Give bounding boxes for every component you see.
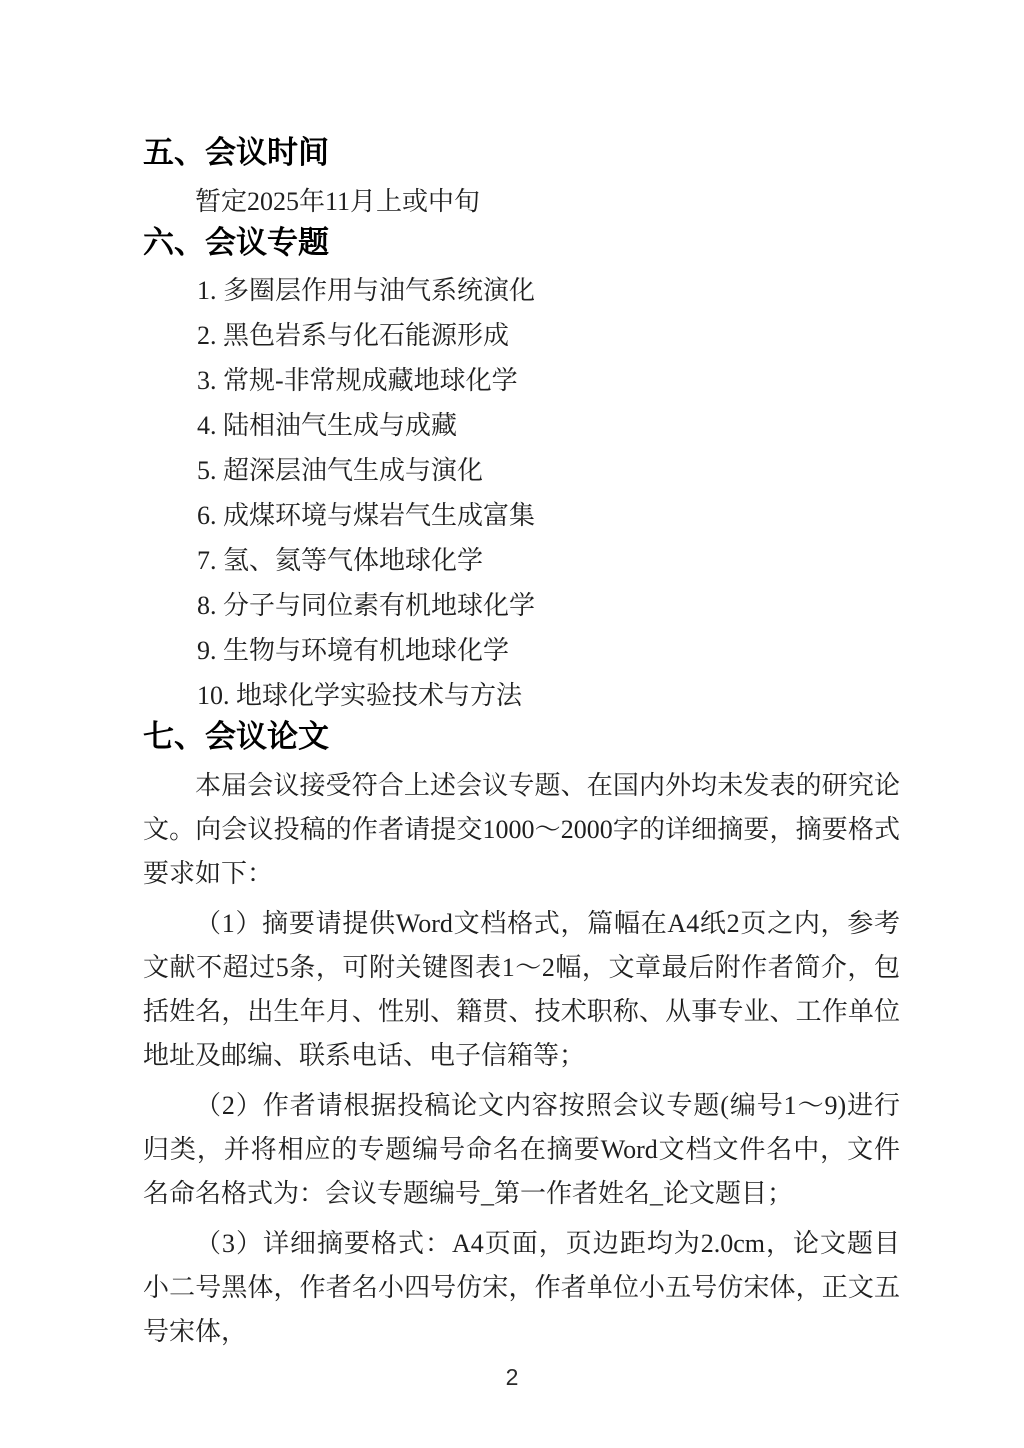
papers-requirement-3: （3）详细摘要格式：A4页面，页边距均为2.0cm，论文题目小二号黑体，作者名小四号仿宋，作者单位小五号仿宋体，正文五号宋体，	[143, 1229, 900, 1346]
section-meeting-papers	[143, 720, 900, 1354]
topic-item: 1. 多圈层作用与油气系统演化	[197, 276, 536, 305]
papers-intro-paragraph: 本届会议接受符合上述会议专题、在国内外均未发表的研究论文。向会议投稿的作者请提交1000～2000字的详细摘要，摘要格式要求如下：	[143, 771, 900, 888]
topic-item: 9. 生物与环境有机地球化学	[197, 636, 510, 665]
topic-item: 6. 成煤环境与煤岩气生成富集	[197, 501, 536, 530]
topic-item: 3. 常规-非常规成藏地球化学	[197, 366, 518, 395]
topic-list	[143, 268, 900, 718]
papers-requirement-2: （2）作者请根据投稿论文内容按照会议专题(编号1～9)进行归类，并将相应的专题编号命名在摘要Word文档文件名中，文件名命名格式为：会议专题编号_第一作者姓名_论文题目；	[143, 1091, 900, 1208]
page-footer	[0, 1364, 1024, 1391]
topic-item: 10. 地球化学实验技术与方法	[197, 681, 523, 710]
topic-item: 4. 陆相油气生成与成藏	[197, 411, 458, 440]
papers-requirement-1: （1）摘要请提供Word文档格式，篇幅在A4纸2页之内，参考文献不超过5条，可附关键图表1～2幅，文章最后附作者简介，包括姓名，出生年月、性别、籍贯、技术职称、从事专业、工作单位地址及邮编、联系电话、电子信箱等；	[143, 909, 900, 1070]
topic-item: 7. 氢、氦等气体地球化学	[197, 546, 484, 575]
meeting-topics-heading: 六、会议专题	[143, 225, 329, 260]
meeting-papers-heading: 七、会议论文	[143, 719, 329, 754]
topic-item: 2. 黑色岩系与化石能源形成	[197, 321, 510, 350]
topic-item: 5. 超深层油气生成与演化	[197, 456, 484, 485]
topic-item: 8. 分子与同位素有机地球化学	[197, 591, 536, 620]
page-number: 2	[505, 1364, 519, 1390]
section-meeting-time	[143, 136, 900, 224]
section-meeting-topics	[143, 226, 900, 718]
meeting-papers-body	[143, 764, 900, 1354]
meeting-time-heading: 五、会议时间	[143, 135, 329, 170]
meeting-time-text: 暂定2025年11月上或中旬	[195, 187, 481, 216]
